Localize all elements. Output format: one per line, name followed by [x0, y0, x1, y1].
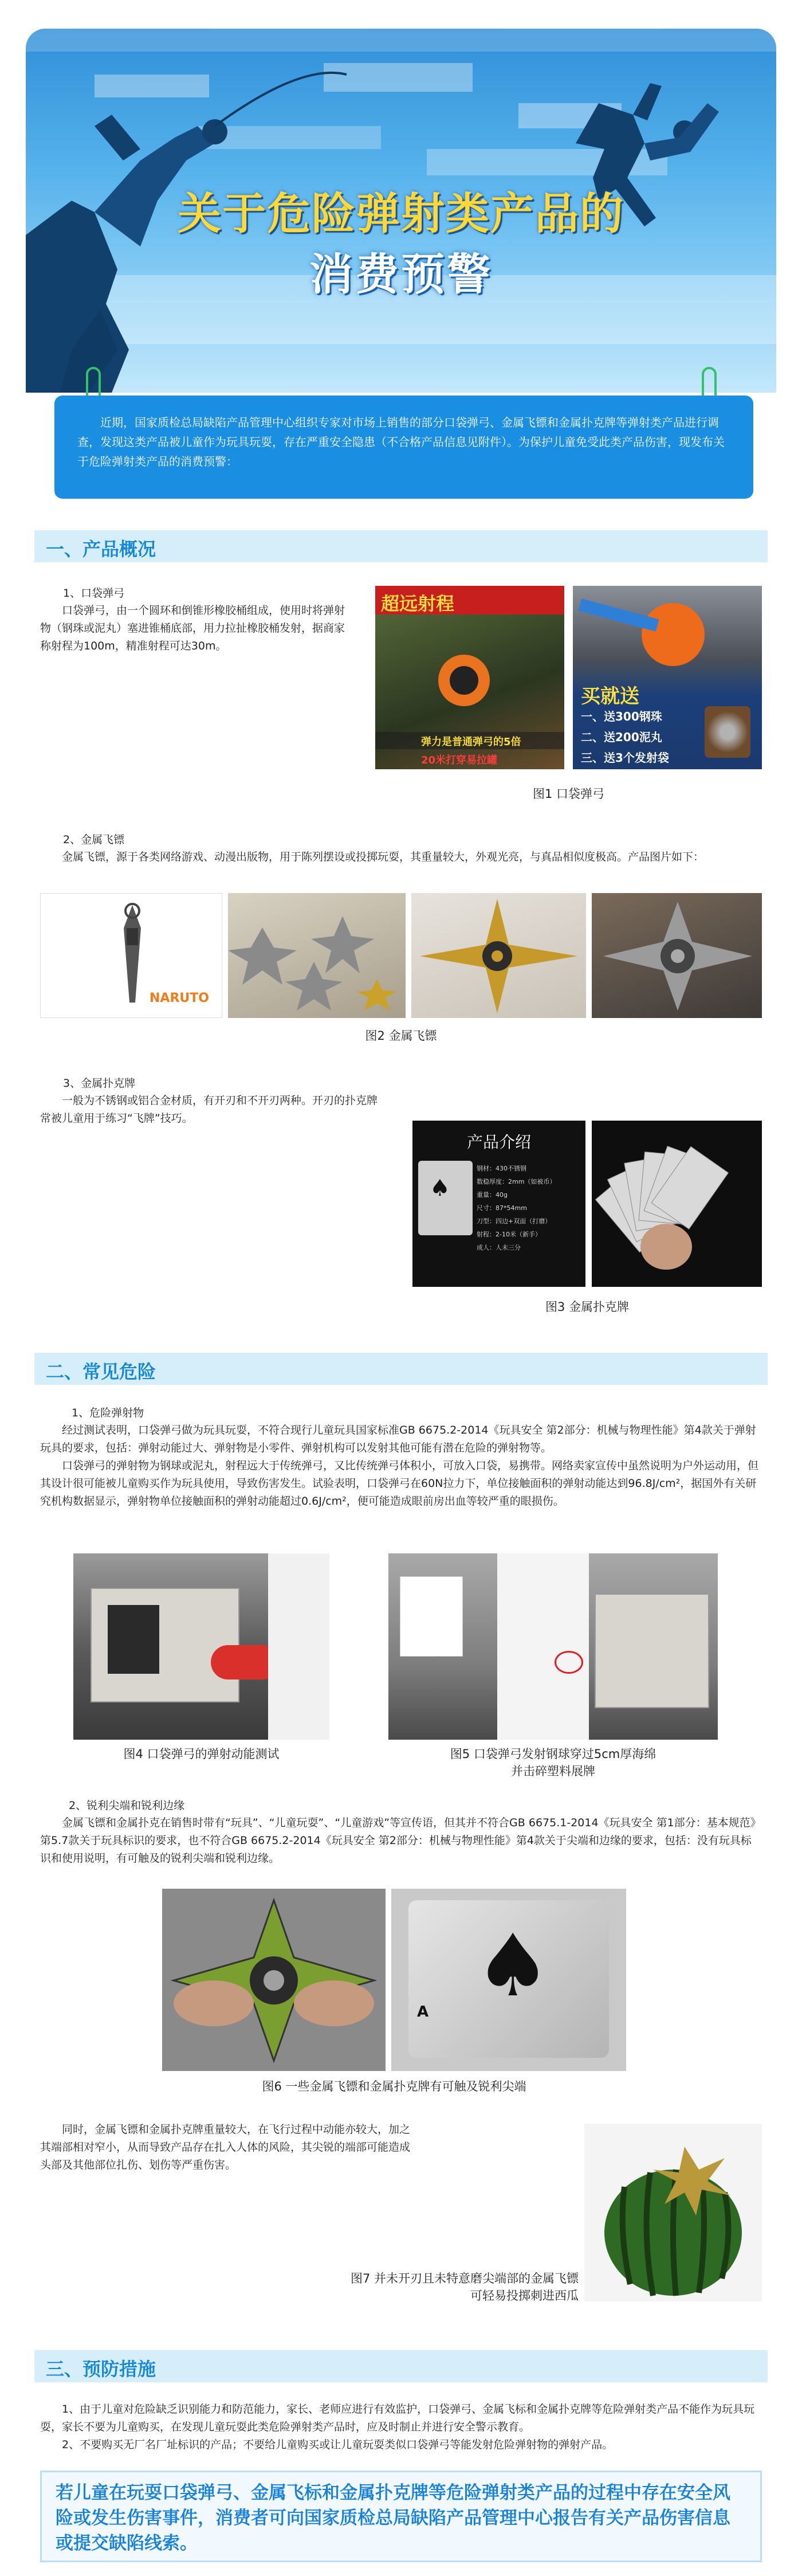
item-title: 1、危险弹射物: [72, 1407, 144, 1419]
section-title: 三、预防措施: [46, 2358, 156, 2380]
spec-item: 射程：2-10米（新手）: [477, 1231, 541, 1238]
item-paragraph: 同时，金属飞镖和金属扑克牌重量较大，在飞行过程中动能亦较大，加之其端部相对窄小，从而导致产品存在扎入人体的风险，其尖锐的端部可能造成头部及其他部位扎伤、划伤等严重伤害。: [40, 2123, 411, 2171]
sharp-shuriken-photo: [162, 1889, 386, 2071]
item-paragraph: 金属飞镖，源于各类网络游戏、动漫出版物，用于陈列摆设或投掷玩耍，其重量较大，外观光亮，与真品相似度极高。产品图片如下：: [62, 851, 705, 863]
prevention-item: 2、不要购买无厂名厂址标识的产品；不要给儿童购买或让儿童玩耍类似口袋弹弓等能发射危险弹射物的弹射产品。: [62, 2438, 614, 2451]
item-paragraph: 经过测试表明，口袋弹弓做为玩具玩耍，不符合现行儿童玩具国家标准GB 6675.2-2014《玩具安全 第2部分：机械与物理性能》第4款关于弹射玩具的要求，包括：弹射动能过大、弹射物是小零件、弹射机构可以发射其他可能有潜在危险的弹射物等。: [40, 1424, 756, 1454]
promo-headline: 超远射程: [381, 593, 455, 614]
promo-title: 买就送: [581, 685, 639, 708]
naruto-logo: NARUTO: [150, 991, 209, 1005]
figure-caption: 图6 一些金属飞镖和金属扑克牌有可触及锐利尖端: [262, 2080, 526, 2093]
item-paragraph: 口袋弹弓，由一个圆环和倒锥形橡胶桶组成，使用时将弹射物（钢珠或泥丸）塞进锥桶底部，用力拉扯橡胶桶发射，据商家称射程为100m，精准射程可达30m。: [40, 604, 345, 652]
figure-caption: 可轻易投掷刺进西瓜: [470, 2289, 579, 2303]
item-paragraph: 一般为不锈钢或铝合金材质，有开刃和不开刃两种。开刃的扑克牌常被儿童用于练习“飞牌”技巧。: [40, 1094, 378, 1125]
section-header-overview: [34, 530, 768, 562]
item-paragraph: 口袋弹弓的弹射物为钢球或泥丸，射程远大于传统弹弓，又比传统弹弓体积小，可放入口袋，易携带。网络卖家宣传中虽然说明为户外运动用，但其设计很可能被儿童购买作为玩具使用，导致伤害发生。试验表明，口袋弹弓在60N拉力下，单位接触面积的弹射动能达到96.8J/cm²，据国外有关研究机构数据显示，弹射物单位接触面积的弹射动能超过0.6J/cm²，便可能造成眼前房出血等较严重的眼损伤。: [40, 1459, 759, 1508]
item-title: 1、口袋弹弓: [63, 587, 125, 600]
item-title: 3、金属扑克牌: [63, 1077, 136, 1090]
kunai-photo: [40, 893, 222, 1018]
slingshot-photo: [375, 586, 564, 769]
promo-item: 一、送300钢珠: [581, 710, 662, 723]
section-header-prevention: [34, 2350, 768, 2382]
promo-text: 20米打穿易拉罐: [421, 754, 498, 766]
promo-text: 弹力是普通弹弓的5倍: [421, 736, 521, 748]
figure-caption: 图3 金属扑克牌: [545, 1300, 630, 1314]
sharp-poker-card-photo: ♠ A: [391, 1889, 626, 2071]
report-notice-text: 若儿童在玩耍口袋弹弓、金属飞标和金属扑克牌等危险弹射类产品的过程中存在安全风险或发生伤害事件，消费者可向国家质检总局缺陷产品管理中心报告有关产品伤害信息或提交缺陷线索。: [56, 2483, 730, 2554]
banner-title-line2: 消费预警: [309, 249, 493, 300]
spec-item: 数稳厚度：2mm（如被币）: [477, 1178, 556, 1185]
spinner-shuriken-photo: [592, 893, 762, 1018]
figure-caption: 图1 口袋弹弓: [532, 787, 605, 801]
spec-item: 钢材：430不锈钢: [477, 1165, 526, 1172]
section-title: 一、产品概况: [46, 538, 156, 560]
spec-item: 成人：人未三分: [477, 1244, 521, 1251]
poker-card-fan-photo: [592, 1121, 762, 1287]
spec-item: 重量：40g: [477, 1191, 508, 1199]
figure-caption: 并击碎塑料展牌: [511, 1764, 595, 1778]
banner-title-line1: 关于危险弹射类产品的: [178, 188, 624, 239]
spec-list: [477, 1162, 556, 1254]
figure-caption: 图5 口袋弹弓发射钢球穿过5cm厚海绵: [450, 1747, 656, 1761]
section-header-hazards: [34, 1353, 768, 1385]
shuriken-pile-photo: [228, 893, 406, 1018]
figure-caption: 图7 并未开刃且未特意磨尖端部的金属飞镖: [350, 2272, 579, 2285]
foam-penetration-test-photo: [388, 1553, 718, 1740]
header-banner: [26, 29, 776, 393]
panel-title: 产品介绍: [466, 1133, 531, 1152]
intro-paragraph: 近期，国家质检总局缺陷产品管理中心组织专家对市场上销售的部分口袋弹弓、金属飞镖和金属扑克牌等弹射类产品进行调查，发现这类产品被儿童作为玩具玩耍，存在严重安全隐患（不合格产品信息见附件）。为保护儿童免受此类产品伤害，现发布关于危险弹射类产品的消费预警：: [54, 396, 753, 499]
item-title: 2、金属飞镖: [63, 833, 125, 846]
spec-item: 刀型：四边+双面（打磨）: [477, 1217, 552, 1225]
report-notice: [40, 2471, 762, 2562]
figure-caption: 图2 金属飞镖: [365, 1029, 437, 1043]
section-title: 二、常见危险: [46, 1361, 156, 1383]
item-paragraph: 金属飞镖和金属扑克在销售时带有“玩具”、“儿童玩耍”、“儿童游戏”等宣传语，但其并不符合GB 6675.1-2014《玩具安全 第1部分：基本规范》第5.7款关于玩具标识的要求，也不符合GB 6675.2-2014《玩具安全 第2部分：机械与物理性能》第4款关于尖端和边缘的要求，包括：没有玩具标识和使用说明，有可触及的锐利尖端和锐利边缘。: [40, 1816, 761, 1865]
figure-caption: 图4 口袋弹弓的弹射动能测试: [123, 1747, 280, 1761]
poker-card-spec-panel: 产品介绍 ♠ 钢材：430不锈钢 数稳厚度：2mm（如被币） 重量：40g 尺寸：87*54mm 刀型：四边+双面（打磨） 射程：2-10米（新手） 成人：人未三分: [412, 1121, 585, 1287]
spec-item: 尺寸：87*54mm: [477, 1204, 527, 1212]
slingshot-promo-photo: [573, 586, 762, 769]
promo-item: 三、送3个发射袋: [581, 751, 669, 765]
watermelon-shuriken-photo: [584, 2124, 762, 2301]
gold-shuriken-photo: [411, 893, 586, 1018]
item-title: 2、锐利尖端和锐利边缘: [69, 1799, 185, 1812]
prevention-item: 1、由于儿童对危险缺乏识别能力和防范能力，家长、老师应进行有效监护，口袋弹弓、金属飞标和金属扑克牌等危险弹射类产品不能作为玩具玩耍，家长不要为儿童购买，在发现儿童玩耍此类危险弹射类产品时，应及时制止并进行安全警示教育。: [40, 2403, 755, 2433]
kinetic-energy-test-photo: [73, 1553, 329, 1740]
promo-item: 二、送200泥丸: [581, 730, 662, 744]
